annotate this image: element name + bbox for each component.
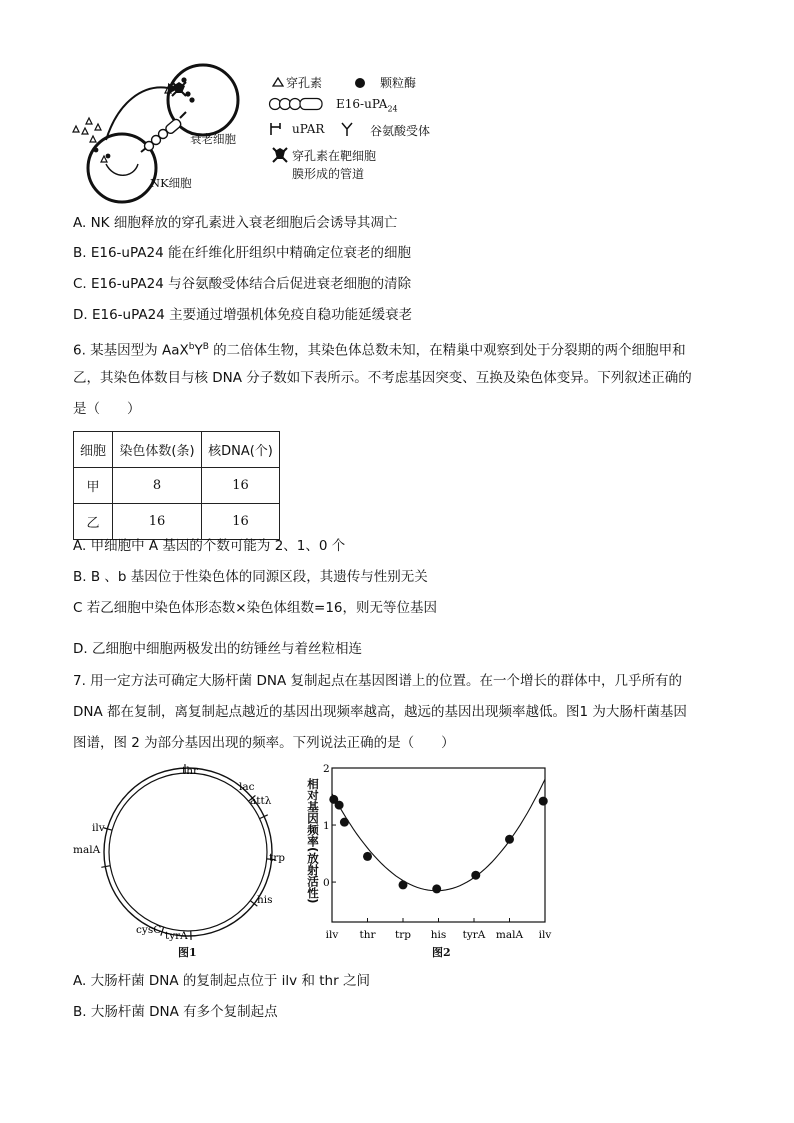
perforin-triangle <box>82 128 88 134</box>
table-cell: 16 <box>202 504 280 540</box>
q7-stem-line1: 7. 用一定方法可确定大肠杆菌 DNA 复制起点在基因图谱上的位置。在一个增长的群体中，几乎所有的 <box>73 673 682 689</box>
q6-stem-line2: 乙，其染色体数目与核 DNA 分子数如下表所示。不考虑基因突变、互换及染色体变异。下列叙述正确的 <box>73 370 692 386</box>
gene-label-malA: malA <box>73 844 101 856</box>
granzyme-dot <box>185 91 190 96</box>
table-header-row <box>74 432 280 468</box>
granzyme-dot <box>94 148 99 153</box>
y-tick-label: 0 <box>323 877 330 890</box>
data-point <box>539 797 548 806</box>
legend-glutamate-receptor: 谷氨酸受体 <box>370 124 431 138</box>
x-tick-label: malA <box>495 929 524 941</box>
gene-map-outer-ring <box>104 768 272 936</box>
legend-granzyme: 颗粒酶 <box>380 76 417 90</box>
granzyme-dot <box>181 77 186 82</box>
granzyme-dot <box>189 97 194 102</box>
legend-channel-line2: 膜形成的管道 <box>292 167 365 181</box>
granzyme-icon <box>354 77 366 89</box>
legend-channel-line1: 穿孔素在靶细胞 <box>292 149 377 163</box>
q6-option-a: A. 甲细胞中 A 基因的个数可能为 2、1、0 个 <box>73 538 346 554</box>
gene-label-his: his <box>257 894 273 906</box>
q7-stem-line2: DNA 都在复制，离复制起点越近的基因出现频率越高，越远的基因出现频率越低。图1 为大肠杆菌基因 <box>73 704 687 720</box>
perforin-triangle <box>90 136 96 142</box>
data-point <box>335 801 344 810</box>
table-cell: 16 <box>202 468 280 504</box>
table-row <box>74 504 280 540</box>
figure-legend <box>272 73 472 188</box>
q5-option-c: C. E16-uPA24 与谷氨酸受体结合后促进衰老细胞的清除 <box>73 276 412 292</box>
table-header-cell: 细胞 <box>74 432 113 468</box>
data-point <box>505 835 514 844</box>
x-tick-label: his <box>430 929 447 941</box>
q5-option-a: A. NK 细胞释放的穿孔素进入衰老细胞后会诱导其凋亡 <box>73 215 398 231</box>
data-point <box>432 884 441 893</box>
table-header-cell: 染色体数(条) <box>113 432 202 468</box>
legend-e16: E16-uPA$_{24}$ <box>336 97 398 114</box>
gene-map-figure <box>70 760 300 960</box>
data-point <box>471 871 480 880</box>
data-point <box>340 818 349 827</box>
q6-stem-line1: 6. 某基因型为 $AaX^bY^B$ 的二倍体生物，其染色体总数未知，在精巢中观察到处于分裂期的两个细胞甲和 <box>73 342 686 359</box>
q6-table <box>73 431 280 540</box>
legend-perforin: 穿孔素 <box>286 76 323 90</box>
gene-label-att: attλ <box>250 795 272 807</box>
data-point <box>399 880 408 889</box>
e16-upa24-icon <box>268 97 328 111</box>
gene-frequency-chart <box>300 760 560 945</box>
q5-option-b: B. E16-uPA24 能在纤维化肝组织中精确定位衰老的细胞 <box>73 245 411 261</box>
table-cell: 乙 <box>74 504 113 540</box>
q7-stem-line3: 图谱，图 2 为部分基因出现的频率。下列说法正确的是（ ） <box>73 735 455 751</box>
table-cell: 16 <box>113 504 202 540</box>
q6-stem-line3: 是（ ） <box>73 401 141 417</box>
q6-option-b: B. B 、b 基因位于性染色体的同源区段，其遗传与性别无关 <box>73 569 428 585</box>
q5-option-d: D. E16-uPA24 主要通过增强机体免疫自稳功能延缓衰老 <box>73 307 413 323</box>
y-tick-label: 2 <box>323 763 330 775</box>
gene-label-cysC: cysC <box>136 924 162 936</box>
perforin-icon <box>272 77 284 87</box>
nk-cell-label: NK细胞 <box>150 176 192 190</box>
inner-arrow <box>106 164 138 175</box>
table-cell: 甲 <box>74 468 113 504</box>
y-tick-label: 1 <box>323 820 330 833</box>
x-tick-label: trp <box>395 929 411 941</box>
table-row <box>74 468 280 504</box>
glutamate-receptor-icon <box>340 121 354 137</box>
gene-label-trp: trp <box>269 852 285 864</box>
legend-upar: uPAR <box>292 122 325 136</box>
q6-option-d: D. 乙细胞中细胞两极发出的纺锤丝与着丝粒相连 <box>73 641 362 657</box>
x-tick-label: thr <box>359 929 376 941</box>
fit-curve <box>332 779 545 890</box>
x-tick-label: tyrA <box>462 929 486 941</box>
perforin-triangle <box>73 126 79 132</box>
fig2-ylabel: 相对基因频率(放射活性) <box>306 778 320 904</box>
upar-icon <box>268 121 282 137</box>
data-point <box>363 852 372 861</box>
gene-label-tyrA: tyrA <box>165 930 188 942</box>
q7-option-b: B. 大肠杆菌 DNA 有多个复制起点 <box>73 1004 278 1020</box>
gene-label-ilv: ilv <box>92 822 105 834</box>
gene-label-thr: thr <box>182 765 199 777</box>
table-header-cell: 核DNA(个) <box>202 432 280 468</box>
fig2-caption: 图2 <box>432 946 451 959</box>
x-tick-label: ilv <box>538 929 552 941</box>
gene-map-inner-ring <box>109 773 267 931</box>
x-tick-label: ilv <box>325 929 339 941</box>
gene-map-tick <box>101 866 110 868</box>
senescent-cell-label: 衰老细胞 <box>190 132 236 146</box>
q6-option-c: C 若乙细胞中染色体形态数×染色体组数=16，则无等位基因 <box>73 600 438 616</box>
perforin-triangle <box>95 124 101 130</box>
fig1-caption: 图1 <box>178 946 197 959</box>
q7-option-a: A. 大肠杆菌 DNA 的复制起点位于 ilv 和 thr 之间 <box>73 973 370 989</box>
perforin-triangle <box>86 118 92 124</box>
granzyme-dot <box>106 154 111 159</box>
perforin-channel-legend-icon <box>272 147 288 163</box>
chart-frame <box>332 768 545 922</box>
gene-label-lac: lac <box>239 781 255 793</box>
table-cell: 8 <box>113 468 202 504</box>
e16-upa24-bridge <box>141 112 186 152</box>
